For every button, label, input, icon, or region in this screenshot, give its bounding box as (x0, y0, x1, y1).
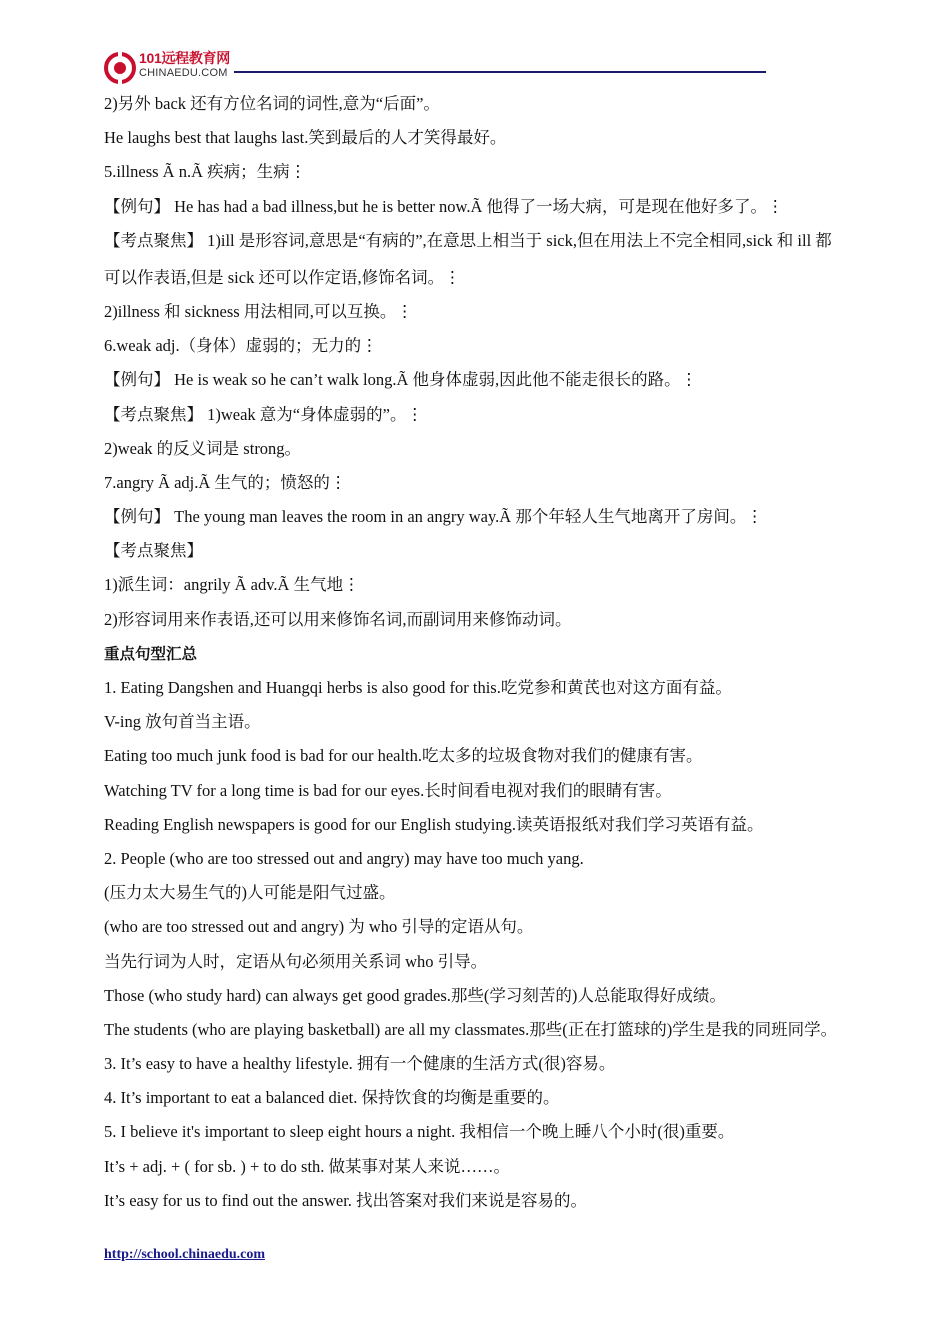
text-line: 当先行词为人时，定语从句必须用关系词 who 引导。 (104, 951, 488, 971)
text-line: 可以作表语,但是 sick 还可以作定语,修饰名词。⋮ (104, 267, 461, 287)
text-line: 2)形容词用来作表语,还可以用来修饰名词,而副词用来修饰动词。 (104, 609, 572, 629)
text-line: 3. It’s easy to have a healthy lifestyle. 拥有一个健康的生活方式(很)容易。 (104, 1054, 616, 1074)
text-line: Those (who study hard) can always get good grades.那些(学习刻苦的)人总能取得好成绩。 (104, 985, 726, 1005)
logo-wordmark (139, 51, 230, 81)
text-line: 【例句】 He has had a bad illness,but he is better now.Ã 他得了一场大病，可是现在他好多了。⋮ (104, 196, 784, 216)
section-heading: 重点句型汇总 (104, 644, 198, 663)
text-line: The students (who are playing basketball) are all my classmates.那些(正在打篮球的)学生是我的同班同学。 (104, 1019, 838, 1039)
text-line: 2)另外 back 还有方位名词的词性,意为“后面”。 (104, 94, 440, 113)
document-body (104, 92, 874, 1223)
text-line: 2)illness 和 sickness 用法相同,可以互换。⋮ (104, 301, 413, 321)
text-line: 1. Eating Dangshen and Huangqi herbs is also good for this.吃党参和黄芪也对这方面有益。 (104, 678, 732, 697)
text-line: Eating too much junk food is bad for our health.吃太多的垃圾食物对我们的健康有害。 (104, 746, 703, 766)
page-footer (104, 1247, 265, 1263)
text-line: 【考点聚焦】 (104, 541, 203, 561)
header-divider (234, 71, 766, 73)
footer-site-link[interactable]: http://school.chinaedu.com (104, 1247, 266, 1262)
text-line: 【考点聚焦】 1)ill 是形容词,意思是“有病的”,在意思上相当于 sick,但在用法上不完全相同,sick 和 ill 都 (104, 230, 832, 250)
logo-chinese-name: 101远程教育网 (139, 50, 230, 66)
text-line: V-ing 放句首当主语。 (104, 712, 261, 732)
text-line: 【例句】 He is weak so he can’t walk long.Ã 他身体虚弱,因此他不能走很长的路。⋮ (104, 370, 698, 390)
text-line: 【例句】 The young man leaves the room in an angry way.Ã 那个年轻人生气地离开了房间。⋮ (104, 507, 763, 527)
text-line: 2. People (who are too stressed out and angry) may have too much yang. (104, 848, 584, 868)
text-line: 7.angry Ã adj.Ã 生气的；愤怒的⋮ (104, 472, 347, 492)
text-line: 5.illness Ã n.Ã 疾病；生病⋮ (104, 162, 307, 182)
text-line: (压力太大易生气的)人可能是阳气过盛。 (104, 883, 396, 903)
text-line: It’s + adj. + ( for sb. ) + to do sth. 做某事对某人来说……。 (104, 1156, 511, 1176)
text-line: He laughs best that laughs last.笑到最后的人才笑得最好。 (104, 128, 507, 148)
text-line: Reading English newspapers is good for our English studying.读英语报纸对我们学习英语有益。 (104, 814, 764, 834)
logo-english-name: CHINAEDU.COM (139, 67, 228, 79)
text-line: 【考点聚焦】 1)weak 意为“身体虚弱的”。⋮ (104, 404, 423, 424)
text-line: Watching TV for a long time is bad for our eyes.长时间看电视对我们的眼睛有害。 (104, 780, 672, 800)
text-line: 2)weak 的反义词是 strong。 (104, 438, 302, 458)
text-line: (who are too stressed out and angry) 为 who 引导的定语从句。 (104, 917, 534, 937)
text-line: 1)派生词：angrily Ã adv.Ã 生气地⋮ (104, 575, 360, 595)
text-line: It’s easy for us to find out the answer. 找出答案对我们来说是容易的。 (104, 1190, 588, 1210)
chinaedu-logo-icon (104, 52, 136, 84)
page-header (104, 50, 766, 86)
text-line: 5. I believe it's important to sleep eight hours a night. 我相信一个晚上睡八个小时(很)重要。 (104, 1122, 735, 1142)
text-line: 4. It’s important to eat a balanced diet. 保持饮食的均衡是重要的。 (104, 1088, 560, 1108)
text-line: 6.weak adj.（身体）虚弱的；无力的⋮ (104, 336, 378, 356)
